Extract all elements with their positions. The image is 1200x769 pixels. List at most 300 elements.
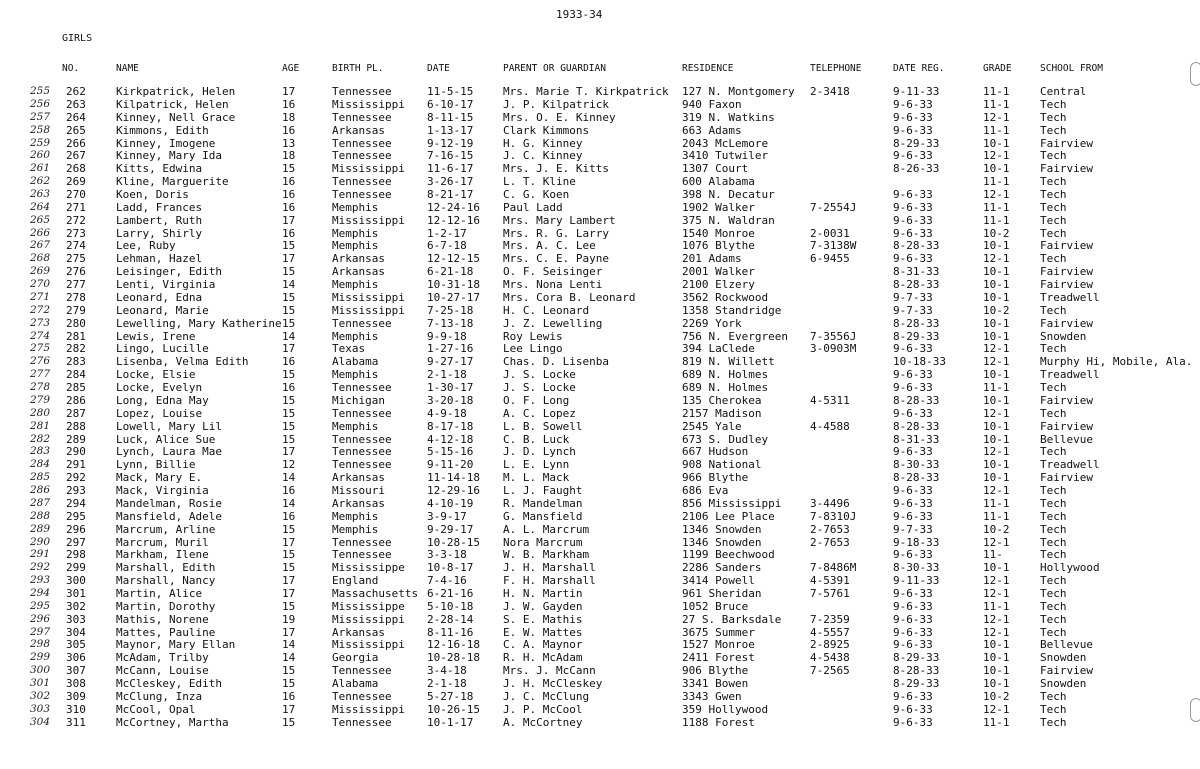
age: 17 bbox=[282, 586, 296, 600]
birthplace: Tennessee bbox=[332, 458, 392, 472]
entry-number: 295 bbox=[66, 509, 86, 523]
school-from: Fairview bbox=[1040, 316, 1093, 330]
residence: 1346 Snowden bbox=[682, 522, 762, 536]
entry-number: 281 bbox=[66, 329, 86, 343]
birthplace: Tennessee bbox=[332, 535, 392, 549]
date-registered: 9-18-33 bbox=[893, 535, 940, 549]
residence: 135 Cherokea bbox=[682, 393, 762, 407]
school-from: Tech bbox=[1040, 381, 1067, 394]
table-row bbox=[0, 149, 1200, 162]
entry-number: 300 bbox=[66, 574, 86, 588]
residence: 2157 Madison bbox=[682, 406, 762, 420]
school-from: Tech bbox=[1040, 484, 1067, 497]
school-from: Treadwell bbox=[1040, 458, 1100, 472]
table-row bbox=[0, 304, 1200, 317]
telephone: 6-9455 bbox=[810, 252, 850, 266]
birth-date: 3-4-18 bbox=[427, 664, 467, 678]
age: 15 bbox=[282, 715, 296, 729]
date-registered: 9-6-33 bbox=[893, 213, 933, 227]
handwritten-number: 281 bbox=[30, 419, 51, 432]
residence: 908 National bbox=[682, 458, 762, 472]
date-registered: 9-6-33 bbox=[893, 496, 933, 510]
entry-number: 271 bbox=[66, 200, 86, 214]
table-row bbox=[0, 523, 1200, 536]
handwritten-number: 280 bbox=[30, 406, 51, 419]
residence: 2001 Walker bbox=[682, 265, 755, 279]
school-from: Tech bbox=[1040, 548, 1067, 562]
date-registered: 8-30-33 bbox=[893, 458, 940, 472]
birth-date: 9-29-17 bbox=[427, 522, 474, 536]
birthplace: Massachusetts bbox=[332, 586, 419, 600]
col-birthplace: BIRTH PL. bbox=[332, 63, 384, 74]
birth-date: 8-21-17 bbox=[427, 188, 474, 201]
date-registered: 9-6-33 bbox=[893, 406, 933, 420]
student-name: Markham, Ilene bbox=[116, 548, 209, 562]
table-row bbox=[0, 342, 1200, 355]
age: 15 bbox=[282, 393, 296, 407]
grade: 11-1 bbox=[983, 509, 1010, 523]
school-from: Fairview bbox=[1040, 239, 1093, 253]
handwritten-number: 275 bbox=[30, 342, 51, 355]
age: 14 bbox=[282, 651, 296, 665]
date-registered: 9-6-33 bbox=[893, 149, 933, 163]
birthplace: Arkansas bbox=[332, 471, 385, 485]
entry-number: 303 bbox=[66, 612, 86, 626]
parent-guardian: C. A. Maynor bbox=[503, 638, 583, 652]
handwritten-number: 304 bbox=[30, 715, 51, 728]
telephone: 3-0903M bbox=[810, 342, 857, 356]
birthplace: Arkansas bbox=[332, 252, 385, 266]
residence: 2043 McLemore bbox=[682, 136, 769, 150]
birthplace: Alabama bbox=[332, 677, 379, 690]
handwritten-number: 273 bbox=[30, 316, 51, 329]
handwritten-number: 279 bbox=[30, 393, 51, 406]
birth-date: 12-12-15 bbox=[427, 252, 480, 266]
age: 18 bbox=[282, 149, 296, 163]
age: 16 bbox=[282, 484, 296, 497]
residence: 966 Blythe bbox=[682, 471, 749, 485]
entry-number: 263 bbox=[66, 97, 86, 111]
student-name: Kinney, Nell Grace bbox=[116, 110, 236, 124]
age: 17 bbox=[282, 445, 296, 459]
table-row bbox=[0, 613, 1200, 626]
telephone: 7-3138W bbox=[810, 239, 857, 253]
residence: 319 N. Watkins bbox=[682, 110, 775, 124]
birth-date: 9-11-20 bbox=[427, 458, 474, 472]
parent-guardian: R. Mandelman bbox=[503, 496, 583, 510]
student-name: Lynch, Laura Mae bbox=[116, 445, 222, 459]
entry-number: 275 bbox=[66, 252, 86, 266]
handwritten-number: 284 bbox=[30, 458, 51, 471]
entry-number: 278 bbox=[66, 290, 86, 304]
parent-guardian: H. C. Leonard bbox=[503, 303, 590, 317]
school-from: Tech bbox=[1040, 342, 1067, 356]
grade: 11-1 bbox=[983, 496, 1010, 510]
student-name: Leonard, Edna bbox=[116, 290, 203, 304]
birthplace: Tennessee bbox=[332, 175, 392, 189]
table-row bbox=[0, 381, 1200, 394]
school-year: 1933-34 bbox=[556, 8, 603, 21]
residence: 3341 Bowen bbox=[682, 677, 749, 690]
school-from: Tech bbox=[1040, 97, 1067, 111]
school-from: Central bbox=[1040, 85, 1087, 98]
school-from: Tech bbox=[1040, 689, 1067, 703]
student-name: Kinney, Imogene bbox=[116, 136, 216, 150]
age: 17 bbox=[282, 213, 296, 227]
student-name: Marshall, Edith bbox=[116, 561, 216, 575]
grade: 12-1 bbox=[983, 535, 1010, 549]
grade: 10-2 bbox=[983, 226, 1010, 240]
date-registered: 8-29-33 bbox=[893, 136, 940, 150]
student-name: Lee, Ruby bbox=[116, 239, 176, 253]
date-registered: 9-6-33 bbox=[893, 625, 933, 639]
telephone: 7-5761 bbox=[810, 586, 850, 600]
handwritten-number: 299 bbox=[30, 651, 51, 664]
student-name: Luck, Alice Sue bbox=[116, 432, 216, 446]
handwritten-number: 297 bbox=[30, 625, 51, 638]
date-registered: 9-7-33 bbox=[893, 290, 933, 304]
date-registered: 9-6-33 bbox=[893, 702, 933, 716]
student-name: Martin, Dorothy bbox=[116, 599, 216, 613]
handwritten-number: 288 bbox=[30, 509, 51, 522]
residence: 1199 Beechwood bbox=[682, 548, 775, 562]
telephone: 7-8486M bbox=[810, 561, 857, 575]
birthplace: Georgia bbox=[332, 651, 379, 665]
grade: 11-1 bbox=[983, 200, 1010, 214]
age: 17 bbox=[282, 702, 296, 716]
student-name: Ladd, Frances bbox=[116, 200, 203, 214]
residence: 2545 Yale bbox=[682, 419, 742, 433]
handwritten-number: 262 bbox=[30, 175, 51, 188]
age: 15 bbox=[282, 290, 296, 304]
parent-guardian: J. W. Gayden bbox=[503, 599, 583, 613]
birth-date: 6-21-16 bbox=[427, 586, 474, 600]
grade: 12-1 bbox=[983, 586, 1010, 600]
age: 16 bbox=[282, 188, 296, 201]
residence: 3343 Gwen bbox=[682, 689, 742, 703]
parent-guardian: F. H. Marshall bbox=[503, 574, 596, 588]
parent-guardian: Mrs. Nona Lenti bbox=[503, 278, 603, 291]
entry-number: 266 bbox=[66, 136, 86, 150]
birthplace: Missouri bbox=[332, 484, 385, 497]
birth-date: 12-12-16 bbox=[427, 213, 480, 227]
birth-date: 11-6-17 bbox=[427, 162, 474, 176]
parent-guardian: R. H. McAdam bbox=[503, 651, 583, 665]
age: 16 bbox=[282, 509, 296, 523]
telephone: 4-5391 bbox=[810, 574, 850, 588]
school-from: Bellevue bbox=[1040, 432, 1093, 446]
parent-guardian: O. F. Seisinger bbox=[503, 265, 603, 279]
telephone: 2-7653 bbox=[810, 535, 850, 549]
birthplace: Tennessee bbox=[332, 432, 392, 446]
residence: 600 Alabama bbox=[682, 175, 755, 189]
birth-date: 3-26-17 bbox=[427, 175, 474, 189]
birthplace: Memphis bbox=[332, 278, 379, 291]
student-name: Mansfield, Adele bbox=[116, 509, 222, 523]
parent-guardian: H. N. Martin bbox=[503, 586, 583, 600]
table-row bbox=[0, 484, 1200, 497]
birthplace: Tennessee bbox=[332, 406, 392, 420]
table-row bbox=[0, 162, 1200, 175]
birth-date: 4-9-18 bbox=[427, 406, 467, 420]
date-registered: 9-6-33 bbox=[893, 368, 933, 382]
telephone: 4-4588 bbox=[810, 419, 850, 433]
parent-guardian: J. C. McClung bbox=[503, 689, 590, 703]
birthplace: Alabama bbox=[332, 355, 379, 369]
age: 16 bbox=[282, 175, 296, 189]
birthplace: Mississippi bbox=[332, 213, 405, 227]
student-name: McCann, Louise bbox=[116, 664, 209, 678]
birth-date: 8-11-16 bbox=[427, 625, 474, 639]
grade: 12-1 bbox=[983, 252, 1010, 266]
residence: 673 S. Dudley bbox=[682, 432, 769, 446]
handwritten-number: 290 bbox=[30, 535, 51, 548]
birth-date: 3-9-17 bbox=[427, 509, 467, 523]
age: 14 bbox=[282, 638, 296, 652]
age: 15 bbox=[282, 419, 296, 433]
handwritten-number: 274 bbox=[30, 329, 51, 342]
date-registered: 9-6-33 bbox=[893, 689, 933, 703]
birthplace: Arkansas bbox=[332, 496, 385, 510]
telephone: 7-2565 bbox=[810, 664, 850, 678]
table-row bbox=[0, 188, 1200, 201]
student-name: Lenti, Virginia bbox=[116, 278, 216, 291]
birthplace: Tennessee bbox=[332, 136, 392, 150]
entry-number: 291 bbox=[66, 458, 86, 472]
entry-number: 273 bbox=[66, 226, 86, 240]
school-from: Tech bbox=[1040, 625, 1067, 639]
birthplace: Tennessee bbox=[332, 316, 392, 330]
entry-number: 274 bbox=[66, 239, 86, 253]
birth-date: 7-4-16 bbox=[427, 574, 467, 588]
age: 16 bbox=[282, 200, 296, 214]
entry-number: 305 bbox=[66, 638, 86, 652]
entry-number: 287 bbox=[66, 406, 86, 420]
residence: 1358 Standridge bbox=[682, 303, 782, 317]
school-from: Tech bbox=[1040, 123, 1067, 137]
handwritten-number: 266 bbox=[30, 226, 51, 239]
handwritten-number: 256 bbox=[30, 97, 51, 110]
entry-number: 276 bbox=[66, 265, 86, 279]
grade: 10-1 bbox=[983, 393, 1010, 407]
parent-guardian: J. D. Lynch bbox=[503, 445, 576, 459]
grade: 11-1 bbox=[983, 123, 1010, 137]
student-name: Locke, Evelyn bbox=[116, 381, 203, 394]
handwritten-number: 264 bbox=[30, 200, 51, 213]
residence: 3675 Summer bbox=[682, 625, 755, 639]
date-registered: 8-29-33 bbox=[893, 651, 940, 665]
col-date-reg: DATE REG. bbox=[893, 63, 945, 74]
residence: 1188 Forest bbox=[682, 715, 755, 729]
table-row bbox=[0, 651, 1200, 664]
parent-guardian: Roy Lewis bbox=[503, 329, 563, 343]
date-registered: 8-31-33 bbox=[893, 265, 940, 279]
birthplace: Arkansas bbox=[332, 123, 385, 137]
entry-number: 282 bbox=[66, 342, 86, 356]
grade: 11-1 bbox=[983, 85, 1010, 98]
entry-number: 285 bbox=[66, 381, 86, 394]
handwritten-number: 287 bbox=[30, 496, 51, 509]
birth-date: 6-21-18 bbox=[427, 265, 474, 279]
birth-date: 6-10-17 bbox=[427, 97, 474, 111]
table-row bbox=[0, 330, 1200, 343]
grade: 10-2 bbox=[983, 689, 1010, 703]
parent-guardian: E. W. Mattes bbox=[503, 625, 583, 639]
parent-guardian: Mrs. J. McCann bbox=[503, 664, 596, 678]
page-edge-mark bbox=[1190, 698, 1200, 722]
grade: 11-1 bbox=[983, 715, 1010, 729]
student-name: Lisenba, Velma Edith bbox=[116, 355, 249, 369]
age: 16 bbox=[282, 97, 296, 111]
handwritten-number: 295 bbox=[30, 599, 51, 612]
school-from: Tech bbox=[1040, 110, 1067, 124]
school-from: Tech bbox=[1040, 200, 1067, 214]
birth-date: 12-24-16 bbox=[427, 200, 480, 214]
school-from: Snowden bbox=[1040, 329, 1087, 343]
grade: 10-1 bbox=[983, 265, 1010, 279]
school-from: Fairview bbox=[1040, 664, 1093, 678]
date-registered: 9-6-33 bbox=[893, 638, 933, 652]
table-row bbox=[0, 124, 1200, 137]
school-from: Tech bbox=[1040, 715, 1067, 729]
entry-number: 284 bbox=[66, 368, 86, 382]
school-from: Fairview bbox=[1040, 265, 1093, 279]
school-from: Tech bbox=[1040, 522, 1067, 536]
handwritten-number: 285 bbox=[30, 471, 51, 484]
handwritten-number: 303 bbox=[30, 702, 51, 715]
entry-number: 294 bbox=[66, 496, 86, 510]
date-registered: 8-30-33 bbox=[893, 561, 940, 575]
parent-guardian: Lee Lingo bbox=[503, 342, 563, 356]
parent-guardian: J. P. McCool bbox=[503, 702, 583, 716]
handwritten-number: 282 bbox=[30, 432, 51, 445]
date-registered: 9-6-33 bbox=[893, 484, 933, 497]
parent-guardian: A. McCortney bbox=[503, 715, 583, 729]
table-row bbox=[0, 574, 1200, 587]
grade: 12-1 bbox=[983, 406, 1010, 420]
date-registered: 8-28-33 bbox=[893, 393, 940, 407]
date-registered: 9-6-33 bbox=[893, 252, 933, 266]
date-registered: 9-6-33 bbox=[893, 599, 933, 613]
residence: 3562 Rockwood bbox=[682, 290, 769, 304]
birthplace: Tennessee bbox=[332, 689, 392, 703]
table-row bbox=[0, 703, 1200, 716]
residence: 819 N. Willett bbox=[682, 355, 775, 369]
col-name: NAME bbox=[116, 63, 139, 74]
parent-guardian: L. E. Lynn bbox=[503, 458, 570, 472]
parent-guardian: Mrs. A. C. Lee bbox=[503, 239, 596, 253]
school-from: Hollywood bbox=[1040, 561, 1100, 575]
birthplace: Tennessee bbox=[332, 149, 392, 163]
handwritten-number: 300 bbox=[30, 664, 51, 677]
table-row bbox=[0, 536, 1200, 549]
age: 12 bbox=[282, 458, 296, 472]
birthplace: Mississippi bbox=[332, 290, 405, 304]
telephone: 7-2554J bbox=[810, 200, 857, 214]
telephone: 4-5557 bbox=[810, 625, 850, 639]
handwritten-number: 258 bbox=[30, 123, 51, 136]
table-row bbox=[0, 214, 1200, 227]
grade: 10-1 bbox=[983, 432, 1010, 446]
handwritten-number: 276 bbox=[30, 355, 51, 368]
table-row bbox=[0, 137, 1200, 150]
age: 15 bbox=[282, 548, 296, 562]
table-row bbox=[0, 227, 1200, 240]
col-grade: GRADE bbox=[983, 63, 1012, 74]
grade: 11- bbox=[983, 548, 1003, 562]
grade: 11-1 bbox=[983, 599, 1010, 613]
birthplace: Tennessee bbox=[332, 715, 392, 729]
birthplace: Memphis bbox=[332, 226, 379, 240]
date-registered: 9-6-33 bbox=[893, 715, 933, 729]
residence: 1540 Monroe bbox=[682, 226, 755, 240]
entry-number: 311 bbox=[66, 715, 86, 729]
school-from: Tech bbox=[1040, 445, 1067, 459]
school-from: Bellevue bbox=[1040, 638, 1093, 652]
parent-guardian: J. H. McCleskey bbox=[503, 677, 603, 690]
student-name: Long, Edna May bbox=[116, 393, 209, 407]
birth-date: 2-1-18 bbox=[427, 677, 467, 690]
grade: 11-1 bbox=[983, 381, 1010, 394]
grade: 10-1 bbox=[983, 329, 1010, 343]
parent-guardian: Clark Kimmons bbox=[503, 123, 590, 137]
entry-number: 296 bbox=[66, 522, 86, 536]
birthplace: Tennessee bbox=[332, 548, 392, 562]
student-name: Kilpatrick, Helen bbox=[116, 97, 229, 111]
table-row bbox=[0, 407, 1200, 420]
entry-number: 302 bbox=[66, 599, 86, 613]
birth-date: 12-16-18 bbox=[427, 638, 480, 652]
grade: 10-1 bbox=[983, 278, 1010, 291]
student-name: Lambert, Ruth bbox=[116, 213, 203, 227]
age: 17 bbox=[282, 535, 296, 549]
residence: 398 N. Decatur bbox=[682, 188, 775, 201]
date-registered: 9-6-33 bbox=[893, 509, 933, 523]
handwritten-number: 296 bbox=[30, 612, 51, 625]
entry-number: 292 bbox=[66, 471, 86, 485]
telephone: 2-3418 bbox=[810, 85, 850, 98]
residence: 663 Adams bbox=[682, 123, 742, 137]
birthplace: Memphis bbox=[332, 368, 379, 382]
column-header-row bbox=[0, 62, 1200, 75]
table-row bbox=[0, 433, 1200, 446]
residence: 201 Adams bbox=[682, 252, 742, 266]
grade: 12-1 bbox=[983, 188, 1010, 201]
age: 17 bbox=[282, 574, 296, 588]
telephone: 2-7653 bbox=[810, 522, 850, 536]
handwritten-number: 268 bbox=[30, 252, 51, 265]
school-from: Treadwell bbox=[1040, 368, 1100, 382]
entry-number: 280 bbox=[66, 316, 86, 330]
date-registered: 9-6-33 bbox=[893, 123, 933, 137]
entry-number: 307 bbox=[66, 664, 86, 678]
parent-guardian: L. B. Sowell bbox=[503, 419, 583, 433]
school-from: Tech bbox=[1040, 406, 1067, 420]
entry-number: 283 bbox=[66, 355, 86, 369]
grade: 10-1 bbox=[983, 419, 1010, 433]
table-row bbox=[0, 445, 1200, 458]
residence: 2411 Forest bbox=[682, 651, 755, 665]
parent-guardian: H. G. Kinney bbox=[503, 136, 583, 150]
birthplace: Memphis bbox=[332, 200, 379, 214]
birthplace: Tennessee bbox=[332, 188, 392, 201]
birthplace: Michigan bbox=[332, 393, 385, 407]
date-registered: 8-28-33 bbox=[893, 471, 940, 485]
birth-date: 9-12-19 bbox=[427, 136, 474, 150]
handwritten-number: 294 bbox=[30, 586, 51, 599]
school-from: Fairview bbox=[1040, 471, 1093, 485]
residence: 359 Hollywood bbox=[682, 702, 769, 716]
